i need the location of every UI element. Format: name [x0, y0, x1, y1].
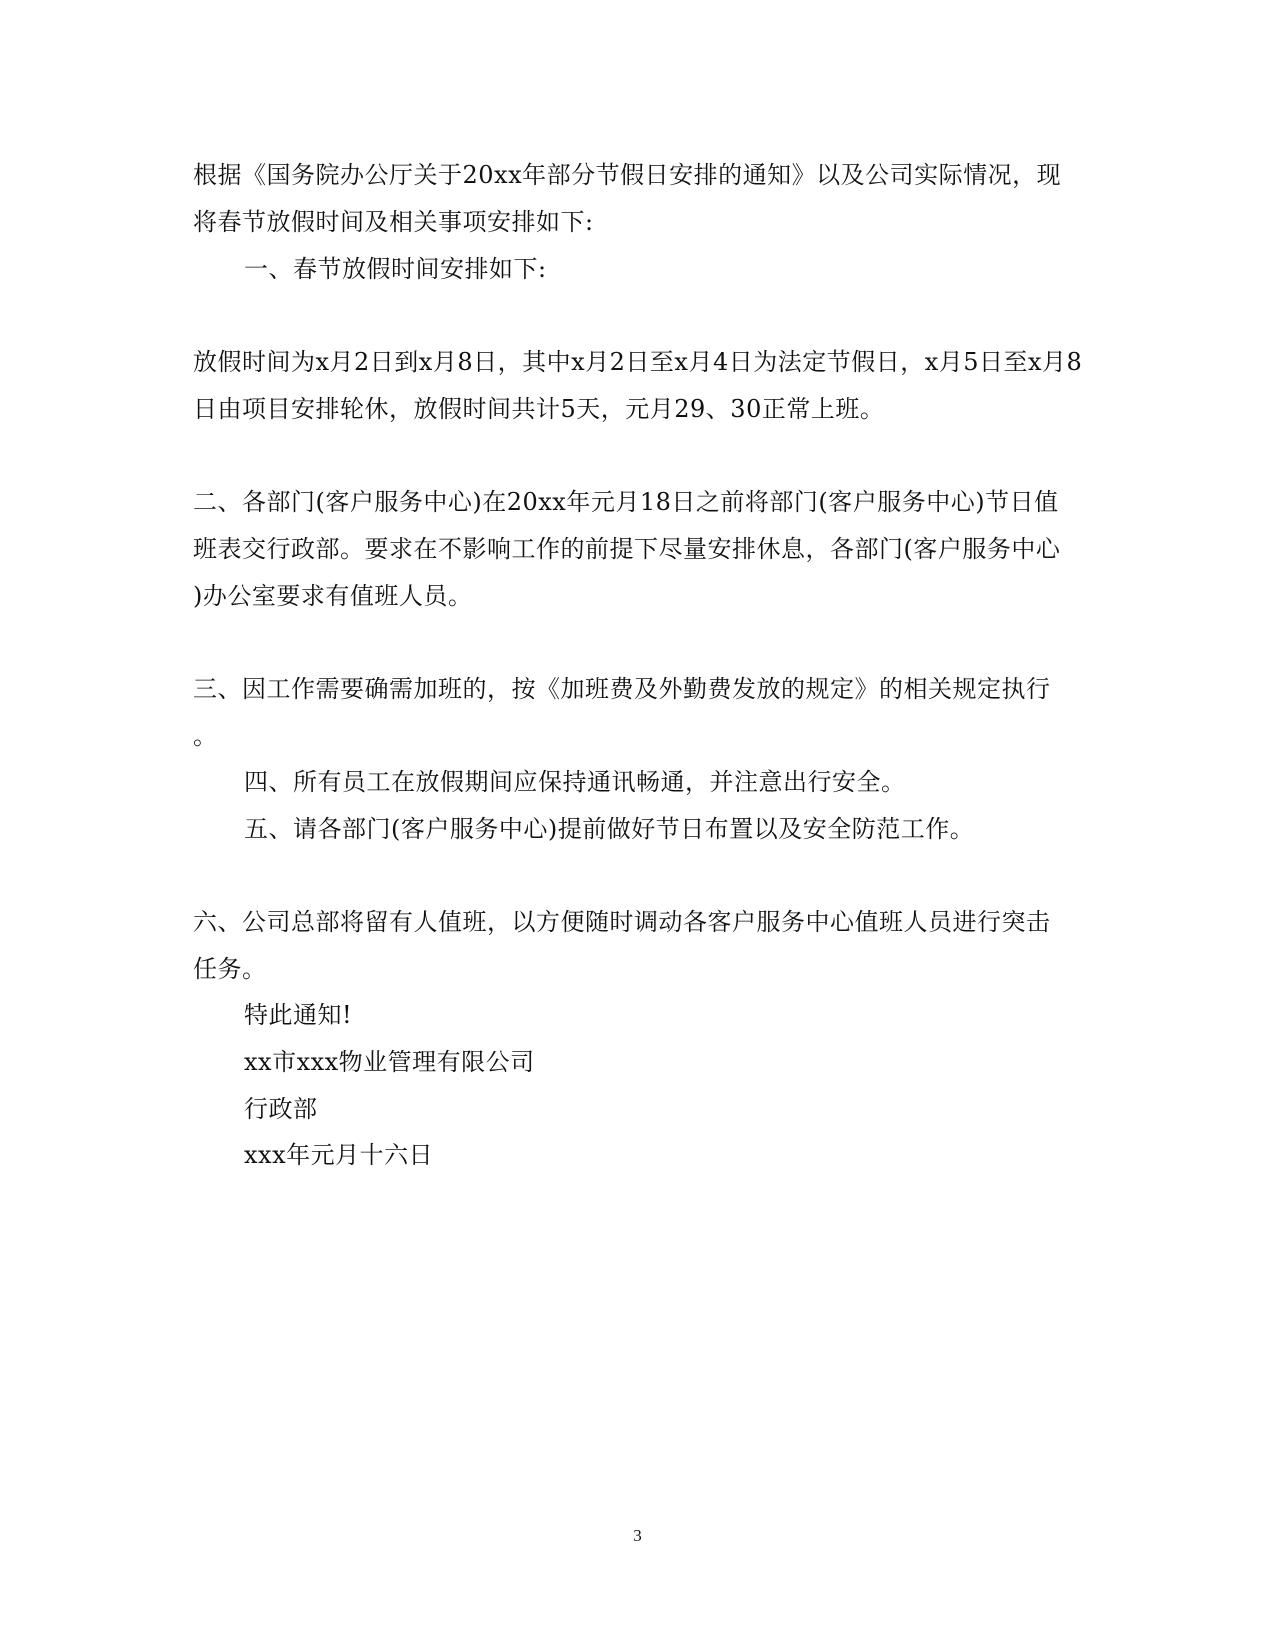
item4: 四、所有员工在放假期间应保持通讯畅通，并注意出行安全。: [244, 768, 906, 796]
item1-heading: 一、春节放假时间安排如下:: [244, 255, 547, 283]
item2-line-3: )办公室要求有值班人员。: [193, 582, 473, 610]
intro-line-1: 根据《国务院办公厅关于20xx年部分节假日安排的通知》以及公司实际情况，现: [193, 161, 1062, 189]
closing-date: xxx年元月十六日: [244, 1141, 434, 1169]
item2-line-1: 二、各部门(客户服务中心)在20xx年元月18日之前将部门(客户服务中心)节日值: [193, 488, 1059, 516]
intro-line-2: 将春节放假时间及相关事项安排如下:: [193, 208, 594, 236]
closing-department: 行政部: [244, 1095, 318, 1123]
item3-line-2: 。: [193, 722, 218, 750]
item3-line-1: 三、因工作需要确需加班的，按《加班费及外勤费发放的规定》的相关规定执行: [193, 675, 1051, 703]
item6-line-1: 六、公司总部将留有人值班，以方便随时调动各客户服务中心值班人员进行突击: [193, 908, 1051, 936]
item2-line-2: 班表交行政部。要求在不影响工作的前提下尽量安排休息，各部门(客户服务中心: [193, 535, 1061, 563]
item5: 五、请各部门(客户服务中心)提前做好节日布置以及安全防范工作。: [244, 815, 975, 843]
closing-company: xx市xxx物业管理有限公司: [244, 1048, 535, 1076]
closing-notice: 特此通知!: [244, 1001, 353, 1029]
item1-body-line-1: 放假时间为x月2日到x月8日，其中x月2日至x月4日为法定节假日，x月5日至x月8: [193, 348, 1083, 376]
item6-line-2: 任务。: [193, 955, 267, 983]
page-number: 3: [633, 1526, 642, 1545]
item1-body-line-2: 日由项目安排轮休，放假时间共计5天，元月29、30正常上班。: [193, 395, 885, 423]
